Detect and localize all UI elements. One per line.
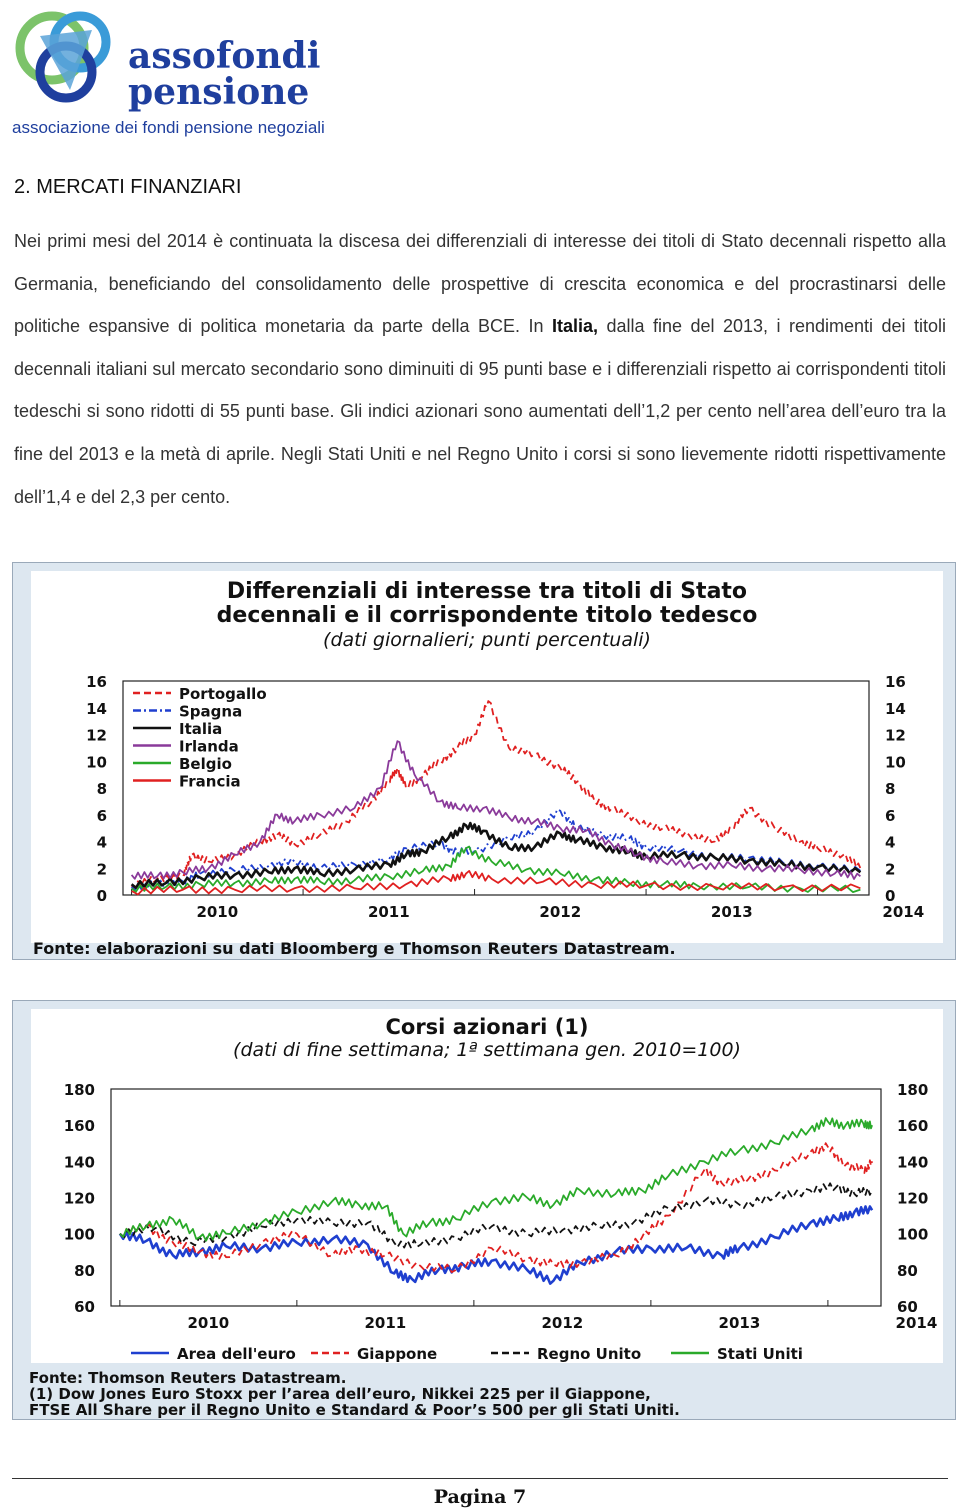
x-tick-label: 2010 [187, 1314, 230, 1332]
paragraph-text-2: dalla fine del 2013, i rendimenti dei titoli decennali italiani sul mercato secondario sono diminuiti di 95 punti base e i differenziali rispetto ai corrispondenti titoli tedeschi si sono ridotti di 55 punti base. Gli indici azionari sono aumentati dell’1,2 per cento nell’area dell’euro tra la fine del 2013 e la metà di aprile. Negli Stati Uniti e nel Regno Unito i corsi si sono lievemente ridotti rispettivamente dell’1,4 e del 2,3 per cento. [14, 316, 946, 507]
spread-chart-title-2: decennali e il corrispondente titolo tedesco [216, 603, 758, 628]
y-tick-left: 160 [63, 1117, 95, 1136]
legend-label: Stati Uniti [717, 1345, 803, 1363]
legend-label: Portogallo [179, 685, 267, 703]
paragraph-text-1: Nei primi mesi del 2014 è continuata la discesa dei differenziali di interesse dei titoli di Stato decennali rispetto alla Germania, beneficiando del consolidamento delle prospettive di crescita economica e del procrastinarsi delle politiche espansive di politica monetaria da parte della BCE. In [14, 231, 946, 337]
paragraph-bold-italia: Italia, [552, 316, 599, 337]
stocks-chart-title: Corsi azionari (1) [385, 1015, 589, 1039]
x-tick-label: 2013 [718, 1314, 761, 1332]
legend-label: Italia [179, 720, 223, 738]
y-tick-left: 100 [63, 1225, 95, 1244]
y-tick-left: 16 [86, 673, 107, 691]
logo-word-pensione: pensione [128, 71, 310, 113]
y-tick-left: 120 [63, 1189, 95, 1208]
y-tick-left: 60 [74, 1298, 95, 1316]
legend-label: Francia [179, 772, 241, 791]
legend-label: Giappone [357, 1345, 438, 1363]
y-tick-right: 60 [897, 1298, 918, 1316]
x-tick-label: 2010 [196, 903, 239, 921]
y-tick-left: 12 [86, 726, 107, 745]
y-tick-right: 10 [885, 753, 906, 772]
x-tick-label: 2012 [541, 1314, 584, 1332]
y-tick-left: 2 [96, 860, 107, 879]
legend-label: Belgio [179, 755, 232, 773]
y-tick-right: 80 [897, 1261, 918, 1280]
legend-label: Spagna [179, 702, 243, 721]
y-tick-left: 8 [96, 780, 107, 798]
spread-chart-source: Fonte: elaborazioni su dati Bloomberg e Thomson Reuters Datastream. [33, 939, 676, 958]
page-number: Pagina 7 [433, 1486, 527, 1508]
spread-chart-figure [12, 562, 956, 960]
legend-label: Regno Unito [537, 1345, 642, 1363]
stocks-chart-svg [31, 1009, 943, 1363]
y-tick-right: 100 [897, 1225, 929, 1244]
x-tick-label: 2011 [364, 1314, 407, 1332]
y-tick-left: 10 [86, 753, 107, 772]
stocks-chart-figure [12, 1000, 956, 1420]
series-line-area-dell-euro [120, 1207, 872, 1284]
stocks-chart-source: Fonte: Thomson Reuters Datastream. [29, 1369, 347, 1387]
y-tick-left: 14 [86, 699, 107, 718]
y-tick-right: 12 [885, 726, 906, 745]
y-tick-left: 80 [74, 1261, 95, 1280]
x-tick-label: 2014 [882, 903, 925, 921]
series-line-stati-uniti [120, 1118, 872, 1241]
x-tick-label: 2012 [539, 903, 582, 921]
y-tick-right: 120 [897, 1189, 929, 1208]
y-tick-right: 6 [885, 806, 896, 825]
stocks-chart-note-2: FTSE All Share per il Regno Unito e Standard & Poor’s 500 per gli Stati Uniti. [29, 1401, 680, 1419]
section-title: 2. MERCATI FINANZIARI [14, 176, 242, 198]
y-tick-left: 140 [63, 1153, 95, 1172]
x-tick-label: 2013 [710, 903, 753, 921]
assofondi-logo [10, 2, 340, 142]
y-tick-left: 0 [96, 887, 107, 905]
logo-subtitle: associazione dei fondi pensione negoziali [12, 118, 325, 137]
y-tick-right: 4 [885, 833, 896, 852]
x-tick-label: 2014 [895, 1314, 938, 1332]
series-line-regno-unito [120, 1183, 872, 1247]
spread-chart-title-1: Differenziali di interesse tra titoli di Stato [226, 579, 748, 604]
y-tick-right: 16 [885, 673, 906, 691]
y-tick-right: 140 [897, 1153, 929, 1172]
spread-chart-svg [31, 571, 943, 943]
y-tick-right: 8 [885, 780, 896, 798]
y-tick-left: 6 [96, 806, 107, 825]
series-line-giappone [120, 1143, 872, 1272]
y-tick-right: 14 [885, 699, 906, 718]
logo-mark-icon [10, 2, 130, 122]
logo-word-assofondi: assofondi [128, 35, 321, 77]
legend-label: Irlanda [179, 737, 239, 756]
y-tick-right: 0 [885, 887, 896, 905]
stocks-chart-panel [31, 1009, 943, 1363]
footer-rule [12, 1478, 948, 1479]
y-tick-right: 160 [897, 1117, 929, 1136]
legend-label: Area dell'euro [177, 1345, 296, 1363]
stocks-chart-subtitle: (dati di fine settimana; 1ª settimana gen. 2010=100) [233, 1039, 741, 1061]
y-tick-right: 2 [885, 860, 896, 879]
spread-chart-panel [31, 571, 943, 943]
stocks-chart-note-1: (1) Dow Jones Euro Stoxx per l’area dell’euro, Nikkei 225 per il Giappone, [29, 1385, 651, 1403]
body-paragraph [14, 220, 946, 518]
y-tick-left: 4 [96, 833, 107, 852]
x-tick-label: 2011 [367, 903, 410, 921]
spread-chart-subtitle: (dati giornalieri; punti percentuali) [323, 629, 651, 651]
y-tick-right: 180 [897, 1081, 929, 1099]
series-line-spagna [132, 810, 861, 891]
y-tick-left: 180 [63, 1081, 95, 1099]
